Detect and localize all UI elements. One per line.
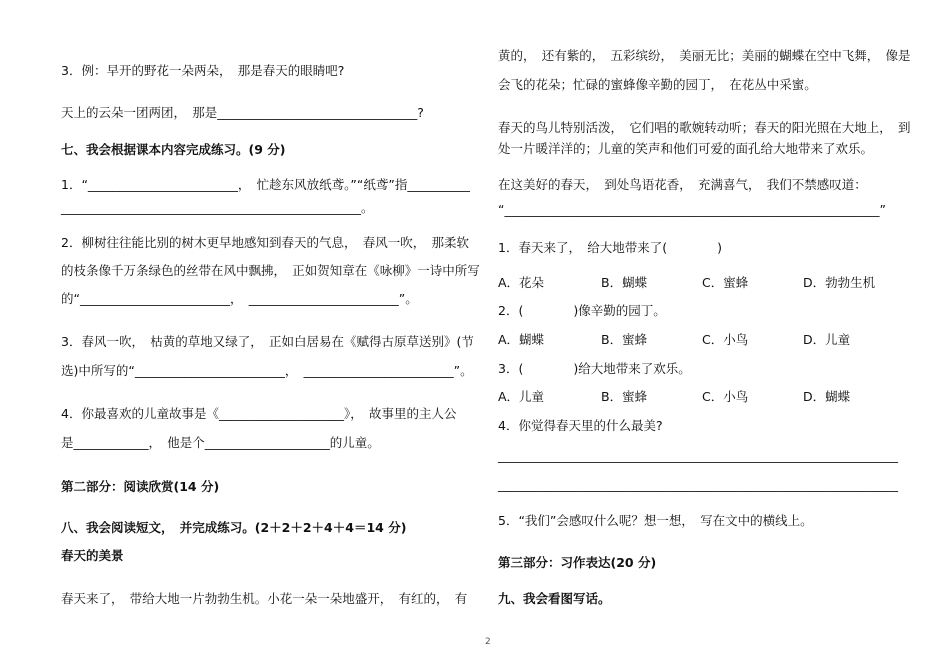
s7-q4-line1: 4．你最喜欢的儿童故事是《____________________》， 故事里的主人公 xyxy=(61,406,457,421)
s7-q1-line2: ________________________________________________。 xyxy=(61,200,374,215)
r-q3-option-a: A．儿童 xyxy=(498,389,545,404)
passage-line4: 春天的鸟儿特别活泼， 它们唱的歌婉转动听；春天的阳光照在大地上， 到 xyxy=(498,120,911,135)
r-q2: 2．( )像辛勤的园丁。 xyxy=(498,303,666,318)
part-2-heading: 第二部分：阅读欣赏(14 分) xyxy=(61,479,220,494)
r-q1-option-a: A．花朵 xyxy=(498,275,545,290)
passage-line5: 处一片暖洋洋的；儿童的笑声和他们可爱的面孔给大地带来了欢乐。 xyxy=(498,141,874,156)
page-number: 2 xyxy=(485,637,491,647)
s7-q2-line2: 的枝条像千万条绿色的丝带在风中飘拂， 正如贺知章在《咏柳》一诗中所写 xyxy=(61,263,480,278)
r-q3: 3．( )给大地带来了欢乐。 xyxy=(498,361,691,376)
passage-line6: 在这美好的春天， 到处鸟语花香， 充满喜气， 我们不禁感叹道： xyxy=(498,177,867,192)
passage-title: 春天的美景 xyxy=(61,548,124,563)
r-q1-option-c: C．蜜蜂 xyxy=(702,275,749,290)
s7-q3-line1: 3．春风一吹， 枯黄的草地又绿了， 正如白居易在《赋得古原草送别》(节 xyxy=(61,334,474,349)
q3-example: 3．例：早开的野花一朵两朵， 那是春天的眼睛吧? xyxy=(61,63,345,78)
r-q4-answer-line2: ________________________________________________________________ xyxy=(498,477,898,492)
r-q3-option-b: B．蜜蜂 xyxy=(601,389,648,404)
r-q2-option-d: D．儿童 xyxy=(803,332,851,347)
r-q2-option-b: B．蜜蜂 xyxy=(601,332,648,347)
section-9-heading: 九、我会看图写话。 xyxy=(498,591,611,606)
r-q1-option-d: D．勃勃生机 xyxy=(803,275,876,290)
s7-q2-line1: 2．柳树往往能比别的树木更早地感知到春天的气息， 春风一吹， 那柔软 xyxy=(61,235,469,250)
s7-q3-line2: 选)中所写的“________________________， ________________________”。 xyxy=(61,363,473,378)
q3-fill-line: 天上的云朵一团两团， 那是________________________________? xyxy=(61,105,424,120)
r-q4-answer-line1: ________________________________________________________________ xyxy=(498,448,898,463)
r-q1-option-b: B．蝴蝶 xyxy=(601,275,648,290)
r-q2-option-c: C．小鸟 xyxy=(702,332,749,347)
s7-q1-line1: 1．“________________________， 忙趁东风放纸鸢。”“纸鸢”指__________ xyxy=(61,177,470,192)
r-q3-option-c: C．小鸟 xyxy=(702,389,749,404)
r-q4: 4．你觉得春天里的什么最美? xyxy=(498,418,663,433)
s7-q4-line2: 是____________， 他是个____________________的儿童。 xyxy=(61,435,380,450)
s7-q2-line3: 的“________________________， ________________________”。 xyxy=(61,291,418,306)
r-q3-option-d: D．蝴蝶 xyxy=(803,389,851,404)
passage-blank-line: “____________________________________________________________” xyxy=(498,202,886,217)
passage-line3: 会飞的花朵；忙碌的蜜蜂像辛勤的园丁， 在花丛中采蜜。 xyxy=(498,77,817,92)
section-7-heading: 七、我会根据课本内容完成练习。(9 分) xyxy=(61,142,286,157)
r-q5: 5．“我们”会感叹什么呢？想一想， 写在文中的横线上。 xyxy=(498,513,813,528)
r-q1: 1．春天来了， 给大地带来了( ) xyxy=(498,240,722,255)
r-q2-option-a: A．蝴蝶 xyxy=(498,332,545,347)
passage-line2: 黄的， 还有紫的， 五彩缤纷， 美丽无比；美丽的蝴蝶在空中飞舞， 像是 xyxy=(498,48,911,63)
part-3-heading: 第三部分：习作表达(20 分) xyxy=(498,555,657,570)
section-8-heading: 八、我会阅读短文， 并完成练习。(2＋2＋2＋4＋4＝14 分) xyxy=(61,520,407,535)
passage-line1: 春天来了， 带给大地一片勃勃生机。小花一朵一朵地盛开， 有红的， 有 xyxy=(61,591,468,606)
